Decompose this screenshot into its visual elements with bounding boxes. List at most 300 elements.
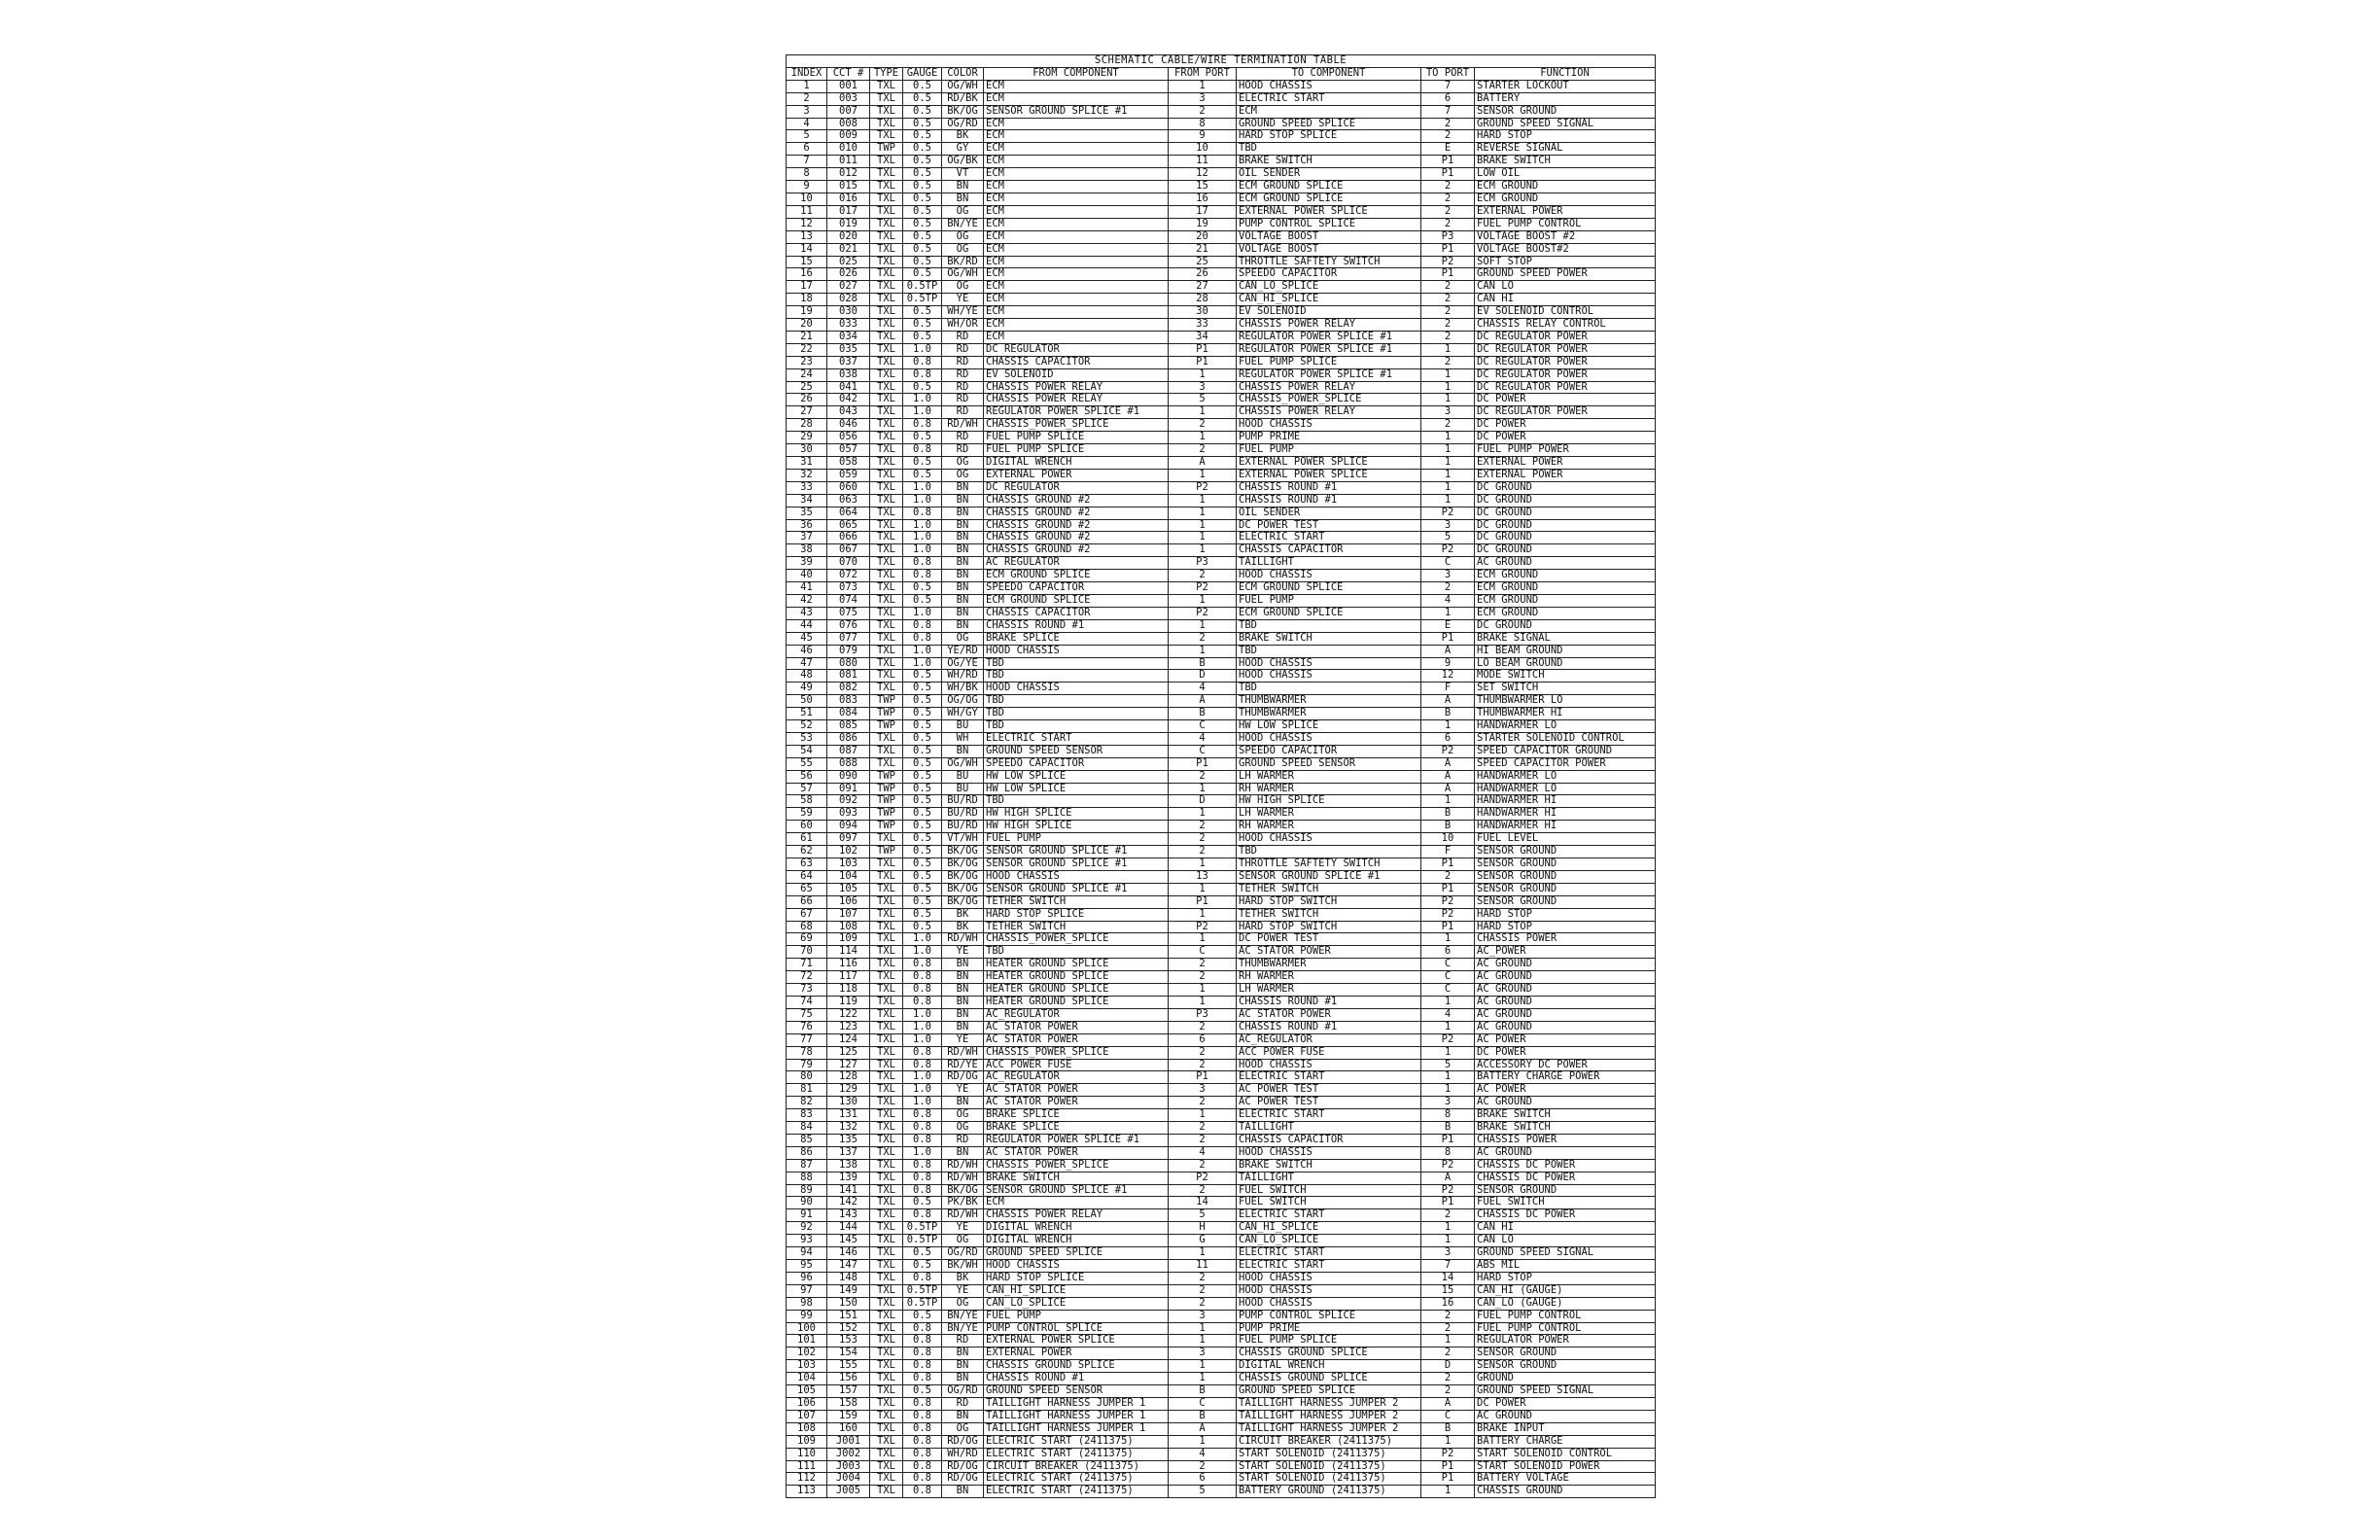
cell-to-component: CHASSIS CAPACITOR bbox=[1237, 544, 1421, 557]
cell-gauge: 0.5 bbox=[903, 821, 942, 833]
cell-index: 100 bbox=[787, 1322, 827, 1335]
cell-type: TXL bbox=[870, 319, 903, 332]
cell-from-port: 1 bbox=[1169, 1360, 1237, 1373]
cell-function: EV SOLENOID CONTROL bbox=[1475, 306, 1656, 319]
cell-index: 45 bbox=[787, 632, 827, 645]
cell-to-component: BRAKE SWITCH bbox=[1237, 1159, 1421, 1172]
column-header-type: TYPE bbox=[870, 67, 903, 80]
cell-type: TXL bbox=[870, 971, 903, 984]
cell-cct: 075 bbox=[827, 607, 870, 619]
cell-cct: J001 bbox=[827, 1435, 870, 1448]
cell-to-port: C bbox=[1421, 557, 1475, 570]
cell-type: TXL bbox=[870, 1260, 903, 1273]
cell-cct: 109 bbox=[827, 933, 870, 946]
cell-gauge: 0.8 bbox=[903, 444, 942, 457]
table-row bbox=[787, 331, 1656, 343]
cell-cct: 079 bbox=[827, 645, 870, 657]
cell-to-port: 3 bbox=[1421, 570, 1475, 582]
cell-from-component: HW HIGH SPLICE bbox=[984, 808, 1169, 821]
cell-from-component: SPEEDO CAPACITOR bbox=[984, 582, 1169, 595]
cell-cct: 145 bbox=[827, 1235, 870, 1247]
cell-from-port: 2 bbox=[1169, 1460, 1237, 1473]
cell-index: 91 bbox=[787, 1209, 827, 1222]
cell-gauge: 0.5 bbox=[903, 192, 942, 205]
cell-index: 16 bbox=[787, 268, 827, 281]
cell-gauge: 0.5 bbox=[903, 230, 942, 243]
cell-type: TXL bbox=[870, 1146, 903, 1159]
cell-from-component: PUMP CONTROL SPLICE bbox=[984, 1322, 1169, 1335]
cell-cct: 065 bbox=[827, 519, 870, 532]
cell-to-component: HOOD CHASSIS bbox=[1237, 1272, 1421, 1284]
cell-color: BU/RD bbox=[942, 821, 984, 833]
cell-function: FUEL PUMP CONTROL bbox=[1475, 1310, 1656, 1322]
cell-to-port: 1 bbox=[1421, 933, 1475, 946]
cell-cct: 108 bbox=[827, 921, 870, 933]
cell-from-port: 4 bbox=[1169, 1146, 1237, 1159]
table-row bbox=[787, 1397, 1656, 1410]
cell-from-port: 1 bbox=[1169, 368, 1237, 381]
cell-to-port: B bbox=[1421, 808, 1475, 821]
cell-type: TXL bbox=[870, 92, 903, 105]
cell-type: TXL bbox=[870, 632, 903, 645]
cell-to-component: TAILLIGHT HARNESS JUMPER 2 bbox=[1237, 1397, 1421, 1410]
cell-to-port: D bbox=[1421, 1360, 1475, 1373]
cell-from-port: 5 bbox=[1169, 394, 1237, 406]
cell-type: TXL bbox=[870, 607, 903, 619]
cell-type: TXL bbox=[870, 1348, 903, 1360]
table-row bbox=[787, 1385, 1656, 1398]
cell-to-component: CHASSIS GROUND SPLICE bbox=[1237, 1373, 1421, 1385]
cell-type: TXL bbox=[870, 1297, 903, 1310]
cell-index: 29 bbox=[787, 432, 827, 444]
cell-to-component: TBD bbox=[1237, 846, 1421, 858]
cell-index: 109 bbox=[787, 1435, 827, 1448]
cell-color: RD bbox=[942, 1335, 984, 1348]
cell-index: 11 bbox=[787, 205, 827, 218]
cell-color: RD bbox=[942, 356, 984, 368]
cell-type: TWP bbox=[870, 695, 903, 708]
cell-to-component: ELECTRIC START bbox=[1237, 1209, 1421, 1222]
cell-type: TXL bbox=[870, 1473, 903, 1486]
cell-color: WH/RD bbox=[942, 1448, 984, 1460]
table-row bbox=[787, 1284, 1656, 1297]
cell-index: 53 bbox=[787, 732, 827, 745]
cell-function: FUEL LEVEL bbox=[1475, 833, 1656, 846]
cell-cct: 001 bbox=[827, 80, 870, 92]
table-row bbox=[787, 1486, 1656, 1498]
cell-cct: 139 bbox=[827, 1172, 870, 1184]
cell-cct: 117 bbox=[827, 971, 870, 984]
cell-index: 110 bbox=[787, 1448, 827, 1460]
cell-to-component: TBD bbox=[1237, 619, 1421, 632]
cell-index: 37 bbox=[787, 532, 827, 544]
cell-cct: 160 bbox=[827, 1422, 870, 1435]
cell-to-port: 1 bbox=[1421, 1222, 1475, 1235]
cell-type: TXL bbox=[870, 946, 903, 959]
cell-type: TXL bbox=[870, 1385, 903, 1398]
cell-to-component: START SOLENOID (2411375) bbox=[1237, 1460, 1421, 1473]
cell-type: TXL bbox=[870, 1184, 903, 1197]
cell-function: CAN_LO (GAUGE) bbox=[1475, 1297, 1656, 1310]
cell-type: TXL bbox=[870, 594, 903, 607]
cell-from-component: TETHER SWITCH bbox=[984, 921, 1169, 933]
cell-color: RD bbox=[942, 381, 984, 394]
cell-from-port: 19 bbox=[1169, 218, 1237, 230]
cell-index: 63 bbox=[787, 858, 827, 871]
cell-index: 107 bbox=[787, 1410, 827, 1422]
cell-gauge: 0.8 bbox=[903, 419, 942, 432]
table-row bbox=[787, 256, 1656, 268]
cell-from-port: 27 bbox=[1169, 281, 1237, 294]
cell-cct: 063 bbox=[827, 494, 870, 507]
column-header-color: COLOR bbox=[942, 67, 984, 80]
table-row bbox=[787, 1247, 1656, 1260]
cell-type: TWP bbox=[870, 720, 903, 733]
cell-cct: 132 bbox=[827, 1122, 870, 1135]
cell-from-component: HOOD CHASSIS bbox=[984, 870, 1169, 883]
table-row bbox=[787, 1222, 1656, 1235]
termination-table-sheet bbox=[786, 54, 1655, 1498]
cell-from-component: CHASSIS_POWER_SPLICE bbox=[984, 933, 1169, 946]
table-row bbox=[787, 619, 1656, 632]
cell-type: TXL bbox=[870, 1172, 903, 1184]
table-row bbox=[787, 795, 1656, 808]
cell-to-component: CHASSIS_POWER_SPLICE bbox=[1237, 394, 1421, 406]
cell-color: VT bbox=[942, 168, 984, 181]
cell-from-port: D bbox=[1169, 670, 1237, 682]
cell-color: BN bbox=[942, 971, 984, 984]
cell-gauge: 1.0 bbox=[903, 607, 942, 619]
cell-color: RD bbox=[942, 368, 984, 381]
cell-type: TXL bbox=[870, 306, 903, 319]
cell-index: 10 bbox=[787, 192, 827, 205]
cell-to-component: THROTTLE SAFTETY SWITCH bbox=[1237, 256, 1421, 268]
cell-to-component: TAILLIGHT HARNESS JUMPER 2 bbox=[1237, 1422, 1421, 1435]
cell-from-port: 34 bbox=[1169, 331, 1237, 343]
cell-gauge: 0.5TP bbox=[903, 1235, 942, 1247]
cell-index: 13 bbox=[787, 230, 827, 243]
cell-from-component: HW LOW SPLICE bbox=[984, 770, 1169, 783]
cell-cct: 150 bbox=[827, 1297, 870, 1310]
cell-to-port: 2 bbox=[1421, 1209, 1475, 1222]
cell-from-port: P3 bbox=[1169, 557, 1237, 570]
cell-to-port: 2 bbox=[1421, 419, 1475, 432]
cell-cct: 076 bbox=[827, 619, 870, 632]
cell-type: TXL bbox=[870, 1422, 903, 1435]
cell-cct: 058 bbox=[827, 457, 870, 470]
cell-function: SPEED CAPACITOR POWER bbox=[1475, 757, 1656, 770]
column-header-cct: CCT # bbox=[827, 67, 870, 80]
cell-type: TXL bbox=[870, 156, 903, 168]
cell-color: RD bbox=[942, 1134, 984, 1146]
table-row bbox=[787, 846, 1656, 858]
cell-from-component: DIGITAL WRENCH bbox=[984, 457, 1169, 470]
cell-color: BN bbox=[942, 532, 984, 544]
cell-function: HARD STOP bbox=[1475, 1272, 1656, 1284]
cell-type: TXL bbox=[870, 381, 903, 394]
cell-function: CHASSIS POWER bbox=[1475, 1134, 1656, 1146]
cell-to-component: TAILLIGHT bbox=[1237, 557, 1421, 570]
cell-to-port: 2 bbox=[1421, 205, 1475, 218]
cell-from-port: C bbox=[1169, 1397, 1237, 1410]
cell-color: BN bbox=[942, 619, 984, 632]
cell-cct: 157 bbox=[827, 1385, 870, 1398]
cell-from-port: 2 bbox=[1169, 105, 1237, 118]
cell-type: TXL bbox=[870, 959, 903, 971]
cell-to-component: BRAKE SWITCH bbox=[1237, 632, 1421, 645]
cell-gauge: 1.0 bbox=[903, 394, 942, 406]
cell-function: CAN HI bbox=[1475, 1222, 1656, 1235]
cell-to-component: ELECTRIC START bbox=[1237, 1247, 1421, 1260]
cell-index: 96 bbox=[787, 1272, 827, 1284]
cell-function: THUMBWARMER HI bbox=[1475, 708, 1656, 720]
cell-cct: 016 bbox=[827, 192, 870, 205]
cell-index: 26 bbox=[787, 394, 827, 406]
cell-cct: 010 bbox=[827, 143, 870, 156]
cell-color: OG bbox=[942, 632, 984, 645]
table-row bbox=[787, 105, 1656, 118]
cell-type: TXL bbox=[870, 406, 903, 419]
cell-type: TXL bbox=[870, 1222, 903, 1235]
cell-index: 28 bbox=[787, 419, 827, 432]
cell-from-port: 4 bbox=[1169, 682, 1237, 695]
cell-from-port: 2 bbox=[1169, 1059, 1237, 1071]
cell-function: CHASSIS DC POWER bbox=[1475, 1172, 1656, 1184]
cell-from-component: TBD bbox=[984, 657, 1169, 670]
cell-to-component: VOLTAGE BOOST bbox=[1237, 243, 1421, 256]
cell-color: OG/YE bbox=[942, 657, 984, 670]
cell-function: HARD STOP bbox=[1475, 921, 1656, 933]
cell-gauge: 0.5TP bbox=[903, 281, 942, 294]
cell-to-component: REGULATOR POWER SPLICE #1 bbox=[1237, 368, 1421, 381]
cell-from-component: ELECTRIC START (2411375) bbox=[984, 1473, 1169, 1486]
cell-from-port: P1 bbox=[1169, 757, 1237, 770]
table-row bbox=[787, 205, 1656, 218]
cell-from-port: 1 bbox=[1169, 1322, 1237, 1335]
cell-to-component: FUEL SWITCH bbox=[1237, 1197, 1421, 1209]
cell-function: REVERSE SIGNAL bbox=[1475, 143, 1656, 156]
cell-from-component: ELECTRIC START (2411375) bbox=[984, 1486, 1169, 1498]
cell-cct: 153 bbox=[827, 1335, 870, 1348]
table-row bbox=[787, 720, 1656, 733]
table-row bbox=[787, 457, 1656, 470]
cell-color: RD/WH bbox=[942, 1209, 984, 1222]
cell-function: SENSOR GROUND bbox=[1475, 846, 1656, 858]
cell-to-component: ELECTRIC START bbox=[1237, 1260, 1421, 1273]
cell-cct: 144 bbox=[827, 1222, 870, 1235]
cell-index: 1 bbox=[787, 80, 827, 92]
cell-to-component: THUMBWARMER bbox=[1237, 695, 1421, 708]
cell-gauge: 0.5 bbox=[903, 1197, 942, 1209]
cell-color: BN/YE bbox=[942, 218, 984, 230]
cell-cct: 114 bbox=[827, 946, 870, 959]
cell-color: WH bbox=[942, 732, 984, 745]
cell-color: YE bbox=[942, 1284, 984, 1297]
cell-color: OG bbox=[942, 1109, 984, 1122]
cell-type: TXL bbox=[870, 432, 903, 444]
cell-index: 48 bbox=[787, 670, 827, 682]
cell-function: DC GROUND bbox=[1475, 519, 1656, 532]
cell-to-component: RH WARMER bbox=[1237, 821, 1421, 833]
column-header-index: INDEX bbox=[787, 67, 827, 80]
cell-gauge: 0.8 bbox=[903, 1422, 942, 1435]
table-row bbox=[787, 670, 1656, 682]
cell-index: 19 bbox=[787, 306, 827, 319]
cell-function: AC GROUND bbox=[1475, 557, 1656, 570]
cell-from-component: EXTERNAL POWER SPLICE bbox=[984, 1335, 1169, 1348]
cell-from-component: CHASSIS POWER RELAY bbox=[984, 394, 1169, 406]
cell-from-component: BRAKE SPLICE bbox=[984, 1109, 1169, 1122]
table-body bbox=[787, 80, 1656, 1497]
cell-cct: 025 bbox=[827, 256, 870, 268]
table-row bbox=[787, 1360, 1656, 1373]
cell-from-component: TBD bbox=[984, 946, 1169, 959]
cell-index: 55 bbox=[787, 757, 827, 770]
cell-from-component: ELECTRIC START (2411375) bbox=[984, 1448, 1169, 1460]
cell-to-port: 2 bbox=[1421, 1385, 1475, 1398]
cell-from-component: ECM bbox=[984, 192, 1169, 205]
cell-from-component: CHASSIS GROUND #2 bbox=[984, 494, 1169, 507]
cell-index: 83 bbox=[787, 1109, 827, 1122]
cell-type: TWP bbox=[870, 808, 903, 821]
cell-function: HANDWARMER HI bbox=[1475, 821, 1656, 833]
cell-gauge: 1.0 bbox=[903, 946, 942, 959]
cell-cct: 130 bbox=[827, 1097, 870, 1109]
table-row bbox=[787, 268, 1656, 281]
cell-from-component: ECM bbox=[984, 156, 1169, 168]
cell-index: 61 bbox=[787, 833, 827, 846]
cell-function: SENSOR GROUND bbox=[1475, 895, 1656, 908]
cell-gauge: 0.8 bbox=[903, 619, 942, 632]
cell-color: BK/OG bbox=[942, 858, 984, 871]
cell-gauge: 0.8 bbox=[903, 1360, 942, 1373]
cell-to-port: B bbox=[1421, 1122, 1475, 1135]
cell-from-component: AC STATOR POWER bbox=[984, 1146, 1169, 1159]
cell-color: BU bbox=[942, 770, 984, 783]
cell-type: TXL bbox=[870, 1033, 903, 1046]
cell-from-port: 1 bbox=[1169, 80, 1237, 92]
cell-from-port: 2 bbox=[1169, 1159, 1237, 1172]
cell-to-component: TBD bbox=[1237, 682, 1421, 695]
cell-cct: 081 bbox=[827, 670, 870, 682]
cell-gauge: 0.5 bbox=[903, 858, 942, 871]
cell-from-component: CHASSIS ROUND #1 bbox=[984, 1373, 1169, 1385]
cell-gauge: 0.8 bbox=[903, 1134, 942, 1146]
cell-index: 60 bbox=[787, 821, 827, 833]
cell-to-component: HOOD CHASSIS bbox=[1237, 1146, 1421, 1159]
cell-gauge: 0.5 bbox=[903, 846, 942, 858]
table-row bbox=[787, 343, 1656, 356]
cell-type: TWP bbox=[870, 846, 903, 858]
cell-gauge: 0.8 bbox=[903, 570, 942, 582]
cell-index: 82 bbox=[787, 1097, 827, 1109]
cell-to-component: AC POWER TEST bbox=[1237, 1084, 1421, 1097]
cell-from-port: 1 bbox=[1169, 432, 1237, 444]
cell-to-component: VOLTAGE BOOST bbox=[1237, 230, 1421, 243]
cell-from-component: ECM bbox=[984, 331, 1169, 343]
cell-index: 41 bbox=[787, 582, 827, 595]
cell-to-component: AC STATOR POWER bbox=[1237, 946, 1421, 959]
cell-cct: 104 bbox=[827, 870, 870, 883]
table-row bbox=[787, 1335, 1656, 1348]
cell-cct: 087 bbox=[827, 745, 870, 757]
cell-function: ECM GROUND bbox=[1475, 582, 1656, 595]
cell-gauge: 0.8 bbox=[903, 1473, 942, 1486]
cell-from-port: 1 bbox=[1169, 996, 1237, 1008]
cell-gauge: 0.5 bbox=[903, 757, 942, 770]
cell-to-component: HW LOW SPLICE bbox=[1237, 720, 1421, 733]
cell-index: 68 bbox=[787, 921, 827, 933]
cell-color: RD bbox=[942, 331, 984, 343]
cell-to-port: 1 bbox=[1421, 343, 1475, 356]
cell-cct: 142 bbox=[827, 1197, 870, 1209]
cell-function: CHASSIS RELAY CONTROL bbox=[1475, 319, 1656, 332]
cell-to-port: 3 bbox=[1421, 1247, 1475, 1260]
cell-type: TWP bbox=[870, 143, 903, 156]
cell-cct: 124 bbox=[827, 1033, 870, 1046]
cell-cct: 149 bbox=[827, 1284, 870, 1297]
cell-to-port: 1 bbox=[1421, 720, 1475, 733]
cell-color: BN bbox=[942, 181, 984, 193]
table-row bbox=[787, 1435, 1656, 1448]
cell-cct: 102 bbox=[827, 846, 870, 858]
table-row bbox=[787, 356, 1656, 368]
cell-index: 8 bbox=[787, 168, 827, 181]
cell-to-port: 1 bbox=[1421, 795, 1475, 808]
cell-cct: J005 bbox=[827, 1486, 870, 1498]
cell-function: CAN HI bbox=[1475, 294, 1656, 306]
cell-to-port: P2 bbox=[1421, 544, 1475, 557]
cell-to-port: P2 bbox=[1421, 1448, 1475, 1460]
cell-from-component: ECM bbox=[984, 319, 1169, 332]
cell-to-port: 6 bbox=[1421, 732, 1475, 745]
cell-gauge: 0.8 bbox=[903, 356, 942, 368]
cell-function: DC GROUND bbox=[1475, 532, 1656, 544]
cell-function: THUMBWARMER LO bbox=[1475, 695, 1656, 708]
cell-function: ECM GROUND bbox=[1475, 181, 1656, 193]
cell-from-component: ELECTRIC START (2411375) bbox=[984, 1435, 1169, 1448]
table-row bbox=[787, 394, 1656, 406]
cell-gauge: 1.0 bbox=[903, 544, 942, 557]
cell-gauge: 0.5 bbox=[903, 795, 942, 808]
cell-function: AC GROUND bbox=[1475, 984, 1656, 997]
cell-gauge: 0.5 bbox=[903, 80, 942, 92]
cell-to-component: HARD STOP SWITCH bbox=[1237, 895, 1421, 908]
cell-type: TXL bbox=[870, 1486, 903, 1498]
table-row bbox=[787, 757, 1656, 770]
cell-cct: 059 bbox=[827, 469, 870, 481]
cell-color: BN bbox=[942, 519, 984, 532]
cell-color: PK/BK bbox=[942, 1197, 984, 1209]
cell-type: TWP bbox=[870, 783, 903, 795]
cell-index: 12 bbox=[787, 218, 827, 230]
cell-from-component: CHASSIS_POWER_SPLICE bbox=[984, 419, 1169, 432]
cell-to-port: A bbox=[1421, 695, 1475, 708]
cell-color: BN bbox=[942, 1348, 984, 1360]
cell-color: BN bbox=[942, 507, 984, 519]
cell-to-component: GROUND SPEED SPLICE bbox=[1237, 1385, 1421, 1398]
cell-to-component: HOOD CHASSIS bbox=[1237, 732, 1421, 745]
cell-from-component: CHASSIS POWER RELAY bbox=[984, 1209, 1169, 1222]
cell-function: BRAKE INPUT bbox=[1475, 1422, 1656, 1435]
cell-to-port: 15 bbox=[1421, 1284, 1475, 1297]
cell-index: 98 bbox=[787, 1297, 827, 1310]
table-row bbox=[787, 130, 1656, 143]
cell-from-port: 2 bbox=[1169, 1046, 1237, 1059]
cell-gauge: 0.5 bbox=[903, 682, 942, 695]
cell-to-component: HOOD CHASSIS bbox=[1237, 1297, 1421, 1310]
cell-to-port: 1 bbox=[1421, 996, 1475, 1008]
